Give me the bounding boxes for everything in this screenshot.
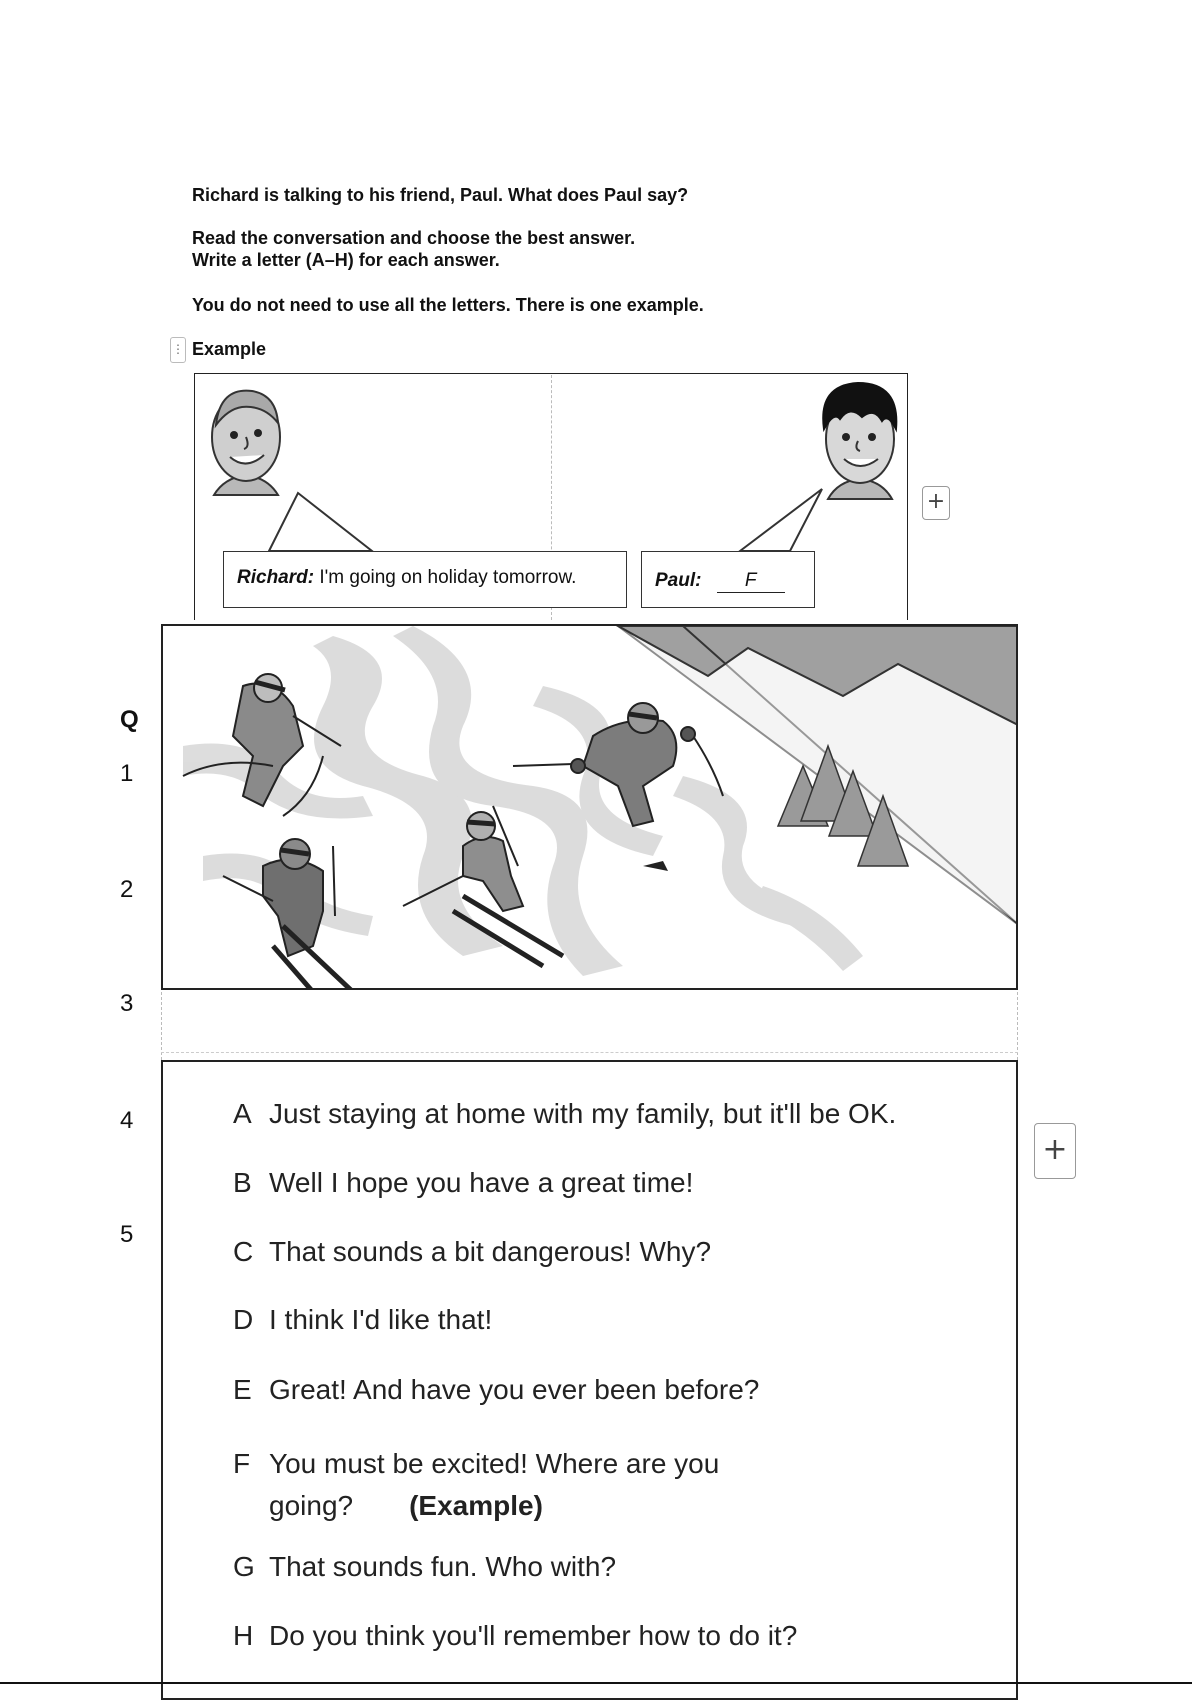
option-letter: A [233,1098,252,1129]
option-letter: C [233,1236,254,1267]
option-letter: G [233,1551,255,1582]
option-a [233,1098,1009,1130]
paul-avatar [823,383,896,499]
page-bottom-border [0,1682,1192,1684]
question-column-label: Q [120,706,139,733]
richard-avatar [212,391,280,495]
option-text: That sounds a bit dangerous! Why? [269,1236,712,1267]
paul-speech-bubble [641,551,815,608]
option-g [233,1551,1009,1583]
richard-speaker-label: Richard: [237,567,315,588]
paul-speaker-label: Paul: [655,570,702,591]
example-answer: F [717,570,785,593]
skiing-illustration [161,624,1018,990]
question-number: 2 [120,876,134,903]
option-text: That sounds fun. Who with? [269,1551,617,1582]
add-row-button[interactable]: + [922,486,950,520]
guide-line [161,992,162,1060]
instruction-note: You do not need to use all the letters. There is one example. [192,295,704,315]
richard-speech-bubble [223,551,627,608]
richard-line: I'm going on holiday tomorrow. [319,567,577,588]
option-text: Great! And have you ever been before? [269,1374,760,1405]
question-number: 5 [120,1221,134,1248]
question-number: 4 [120,1107,134,1134]
option-text: Well I hope you have a great time! [269,1167,694,1198]
option-e [233,1374,1009,1406]
guide-line [161,1052,1018,1053]
option-text: Just staying at home with my family, but it'll be OK. [269,1098,897,1129]
add-row-button[interactable]: + [1034,1123,1076,1179]
example-heading: Example [192,339,267,359]
example-tag: (Example) [409,1490,543,1521]
skiing-scene-image [163,626,1018,990]
option-letter: E [233,1374,252,1405]
option-text: Do you think you'll remember how to do it? [269,1620,798,1651]
option-letter: H [233,1620,254,1651]
option-h [233,1620,1009,1652]
option-letter: B [233,1167,252,1198]
option-text: I think I'd like that! [269,1304,493,1335]
option-f [233,1443,729,1527]
option-letter: F [233,1448,251,1479]
answer-options-box [161,1060,1018,1700]
option-letter: D [233,1304,254,1335]
instruction-write: Write a letter (A–H) for each answer. [192,250,500,270]
option-d [233,1304,1009,1336]
question-number: 3 [120,990,134,1017]
drag-handle-icon[interactable]: ⋮ [170,337,186,363]
instruction-read: Read the conversation and choose the best answer. [192,228,636,248]
option-b [233,1167,1009,1199]
option-c [233,1236,1009,1268]
guide-line [1017,992,1018,1060]
question-number: 1 [120,760,134,787]
instruction-context: Richard is talking to his friend, Paul. What does Paul say? [192,185,689,205]
option-text: You must be excited! Where are you going? [269,1448,720,1521]
